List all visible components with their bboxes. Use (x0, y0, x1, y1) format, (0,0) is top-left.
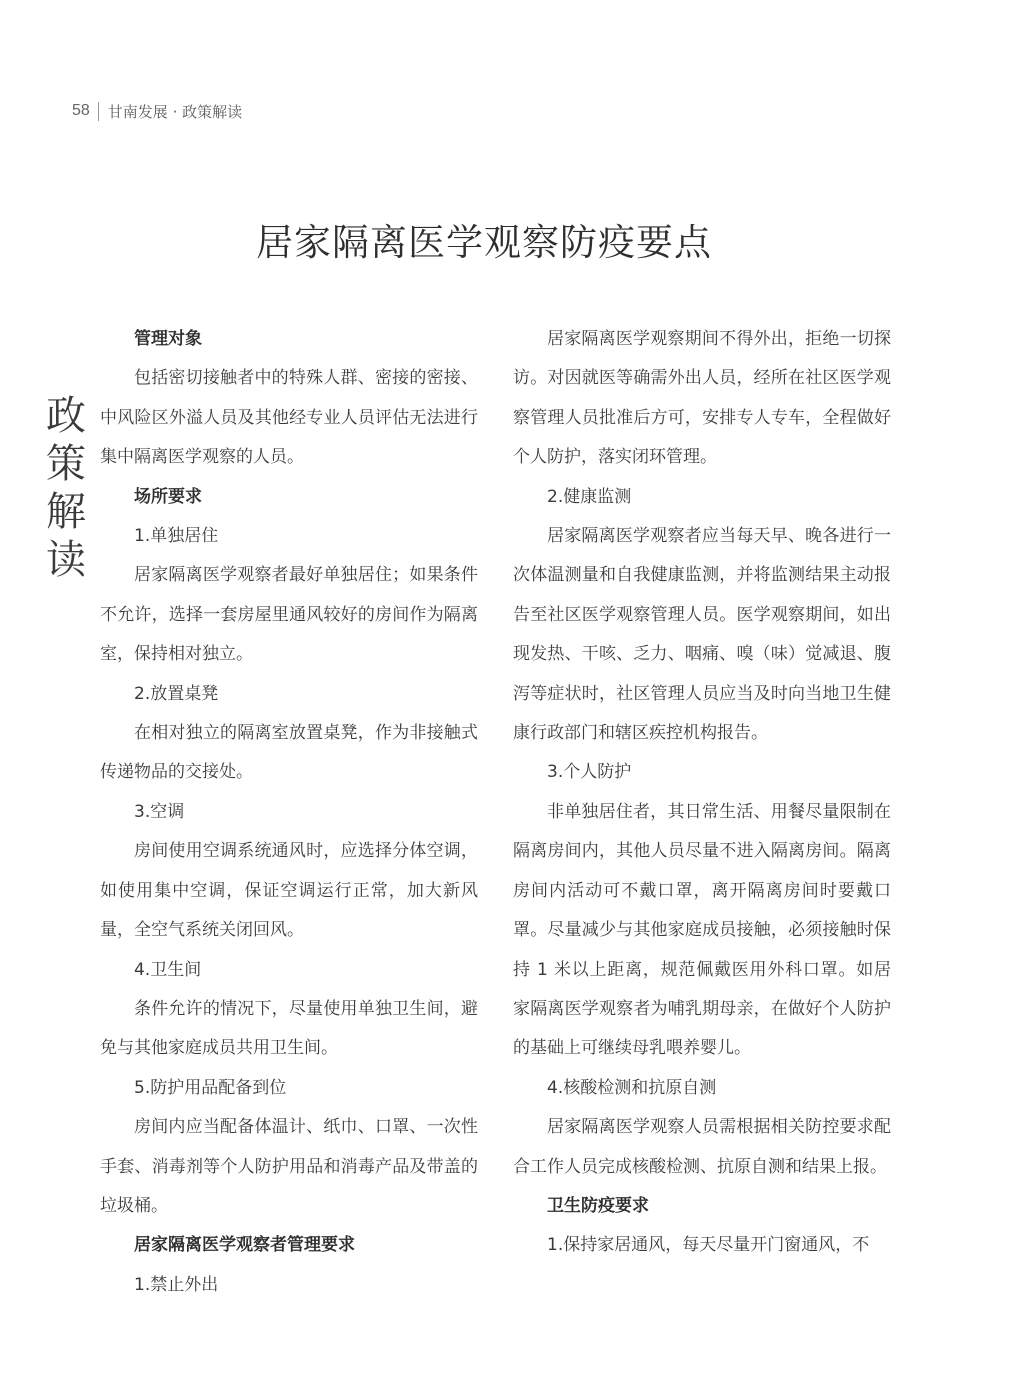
page-number: 58 (72, 102, 90, 119)
subheading: 2.放置桌凳 (134, 683, 219, 704)
section-label-char: 政 (46, 393, 86, 439)
subheading: 3.空调 (134, 801, 185, 822)
paragraph: 在相对独立的隔离室放置桌凳，作为非接触式传递物品的交接处。 (100, 723, 478, 783)
section-label-char: 策 (46, 441, 86, 487)
section-label (42, 392, 90, 584)
paragraph: 居家隔离医学观察人员需根据相关防控要求配合工作人员完成核酸检测、抗原自测和结果上报。 (513, 1117, 891, 1177)
paragraph: 房间内应当配备体温计、纸巾、口罩、一次性手套、消毒剂等个人防护用品和消毒产品及带盖的垃圾桶。 (100, 1117, 478, 1216)
subheading: 1.禁止外出 (134, 1274, 219, 1295)
page-header (72, 99, 242, 123)
section-heading: 居家隔离医学观察者管理要求 (134, 1235, 355, 1256)
section-heading: 卫生防疫要求 (547, 1195, 649, 1216)
paragraph: 包括密切接触者中的特殊人群、密接的密接、中风险区外溢人员及其他经专业人员评估无法进行集中隔离医学观察的人员。 (100, 368, 478, 468)
subheading: 4.卫生间 (134, 959, 202, 980)
journal-title: 甘南发展 · 政策解读 (107, 102, 243, 121)
right-column (513, 320, 891, 1266)
paragraph: 条件允许的情况下，尽量使用单独卫生间，避免与其他家庭成员共用卫生间。 (100, 998, 478, 1059)
subheading: 4.核酸检测和抗原自测 (547, 1077, 717, 1098)
paragraph: 居家隔离医学观察者最好单独居住；如果条件不允许，选择一套房屋里通风较好的房间作为隔离室，保持相对独立。 (100, 565, 478, 665)
section-label-char: 解 (46, 489, 86, 535)
subheading: 5.防护用品配备到位 (134, 1077, 287, 1098)
paragraph: 居家隔离医学观察期间不得外出，拒绝一切探访。对因就医等确需外出人员，经所在社区医学观察管理人员批准后方可，安排专人专车，全程做好个人防护，落实闭环管理。 (513, 329, 891, 468)
section-heading: 场所要求 (134, 486, 202, 507)
subheading: 1.保持家居通风，每天尽量开门窗通风，不 (547, 1235, 870, 1256)
article-title: 居家隔离医学观察防疫要点 (256, 221, 712, 264)
subheading: 3.个人防护 (547, 762, 632, 783)
paragraph: 居家隔离医学观察者应当每天早、晚各进行一次体温测量和自我健康监测，并将监测结果主动报告至社区医学观察管理人员。医学观察期间，如出现发热、干咳、乏力、咽痛、嗅（味）觉减退、腹泻等症状时，社区管理人员应当及时向当地卫生健康行政部门和辖区疾控机构报告。 (513, 526, 891, 744)
paragraph: 非单独居住者，其日常生活、用餐尽量限制在隔离房间内，其他人员尽量不进入隔离房间。隔离房间内活动可不戴口罩，离开隔离房间时要戴口罩。尽量减少与其他家庭成员接触，必须接触时保持 1 米以上距离，规范佩戴医用外科口罩。如居家隔离医学观察者为哺乳期母亲，在做好个人防护的基础上可继续母乳喂养婴儿。 (513, 801, 891, 1059)
header-divider (98, 102, 99, 121)
paragraph: 房间使用空调系统通风时，应选择分体空调，如使用集中空调，保证空调运行正常，加大新风量，全空气系统关闭回风。 (100, 841, 478, 941)
subheading: 2.健康监测 (547, 486, 632, 507)
section-label-char: 读 (46, 537, 86, 583)
section-heading: 管理对象 (134, 329, 202, 349)
subheading: 1.单独居住 (134, 526, 219, 547)
left-column (100, 320, 478, 1305)
